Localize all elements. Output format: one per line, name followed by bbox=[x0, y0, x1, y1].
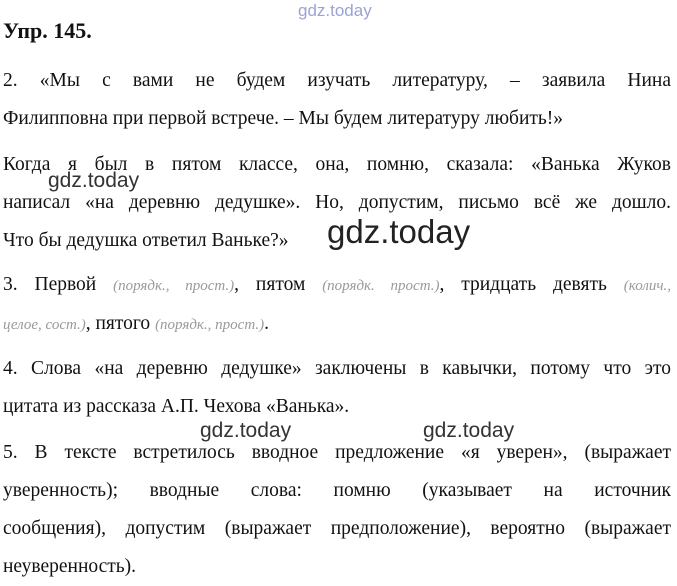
p5-line-3: сообщения), допустим (выражает предположение), вероятно (выражает bbox=[3, 518, 671, 539]
story-line-2: написал «на деревню дедушке». Но, допустим, письмо всё же дошло. bbox=[3, 192, 671, 213]
p3-note-2: (порядк. прост.) bbox=[322, 278, 440, 294]
p3-word-pyatom: , пятом bbox=[234, 274, 306, 295]
paragraph-4 bbox=[3, 350, 671, 426]
paragraph-5 bbox=[3, 434, 671, 586]
exercise-title: Упр. 145. bbox=[3, 18, 92, 43]
watermark-top: gdz.today bbox=[298, 1, 372, 20]
p4-line-1: 4. Слова «на деревню дедушке» заключены в кавычки, потому что это bbox=[3, 358, 671, 379]
p3-number: 3. bbox=[3, 274, 18, 295]
watermark-1: gdz.today bbox=[48, 169, 140, 192]
p3-word-pyatogo: , пятого bbox=[85, 313, 151, 334]
watermark-3: gdz.today bbox=[200, 419, 292, 442]
p3-note-3a: (колич., bbox=[623, 278, 672, 294]
p3-word-tridtsat-devyat: , тридцать девять bbox=[439, 274, 607, 295]
p3-end: . bbox=[264, 313, 269, 334]
p3-note-3b: целое, сост.) bbox=[3, 317, 86, 333]
p5-line-2: уверенность); вводные слова: помню (указывает на источник bbox=[3, 480, 671, 501]
p3-note-1: (порядк., прост.) bbox=[113, 278, 235, 294]
p5-line-1: 5. В тексте встретилось вводное предложение «я уверен», (выражает bbox=[3, 442, 671, 463]
p3-line-2 bbox=[3, 305, 671, 344]
story-line-1: Когда я был в пятом классе, она, помню, сказала: «Ванька Жуков bbox=[3, 154, 671, 175]
watermark-2: gdz.today bbox=[327, 213, 471, 250]
p2-line-1: 2. «Мы с вами не будем изучать литературу, – заявила Нина bbox=[3, 70, 671, 91]
paragraph-3 bbox=[3, 266, 671, 344]
p3-word-pervoy: Первой bbox=[34, 274, 97, 295]
watermark-4: gdz.today bbox=[423, 419, 515, 442]
story-line-3: Что бы дедушка ответил Ваньке?» bbox=[3, 230, 289, 251]
p3-note-4: (порядк., прост.) bbox=[155, 317, 265, 333]
p4-line-2: цитата из рассказа А.П. Чехова «Ванька». bbox=[3, 396, 350, 417]
paragraph-2 bbox=[3, 62, 671, 138]
p2-line-2: Филипповна при первой встрече. – Мы будем литературу любить!» bbox=[3, 108, 564, 129]
p5-line-4: неуверенность). bbox=[3, 556, 137, 577]
p3-line-1 bbox=[3, 266, 671, 305]
